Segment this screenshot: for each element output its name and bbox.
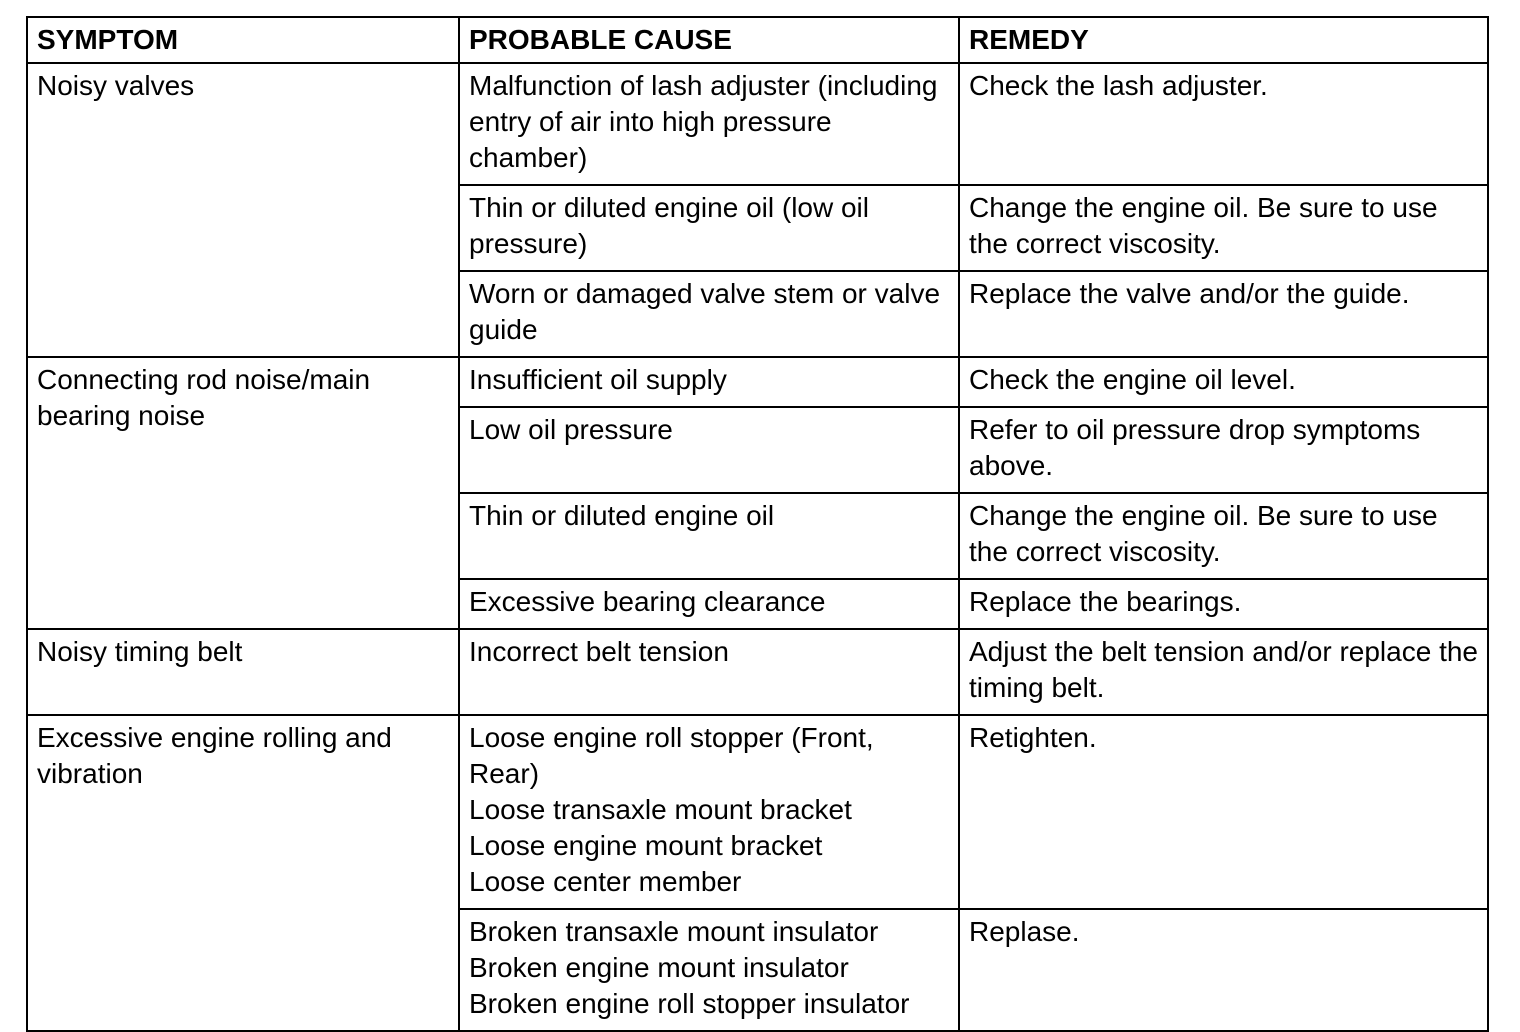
remedy-header: REMEDY <box>959 17 1488 63</box>
cause-line: Loose engine roll stopper (Front, Rear) <box>469 722 874 789</box>
cause-line: Broken engine mount insulator <box>469 952 849 983</box>
cause-cell <box>459 407 959 493</box>
cause-cell <box>459 715 959 909</box>
symptom-header: SYMPTOM <box>27 17 459 63</box>
remedy-cell: Change the engine oil. Be sure to use the correct viscosity. <box>959 185 1488 271</box>
table-row <box>27 63 1488 185</box>
cause-cell <box>459 271 959 357</box>
cause-line: Excessive bearing clearance <box>469 586 826 617</box>
symptom-cell: Noisy valves <box>27 63 459 357</box>
cause-cell <box>459 357 959 407</box>
remedy-cell: Check the engine oil level. <box>959 357 1488 407</box>
troubleshooting-table <box>26 16 1489 1032</box>
cause-line: Thin or diluted engine oil (low oil pressure) <box>469 192 869 259</box>
cause-line: Broken transaxle mount insulator <box>469 916 879 947</box>
cause-cell <box>459 909 959 1031</box>
cause-cell <box>459 493 959 579</box>
cause-cell <box>459 185 959 271</box>
symptom-cell: Connecting rod noise/main bearing noise <box>27 357 459 629</box>
header-row <box>27 17 1488 63</box>
cause-cell <box>459 579 959 629</box>
probable-cause-header: PROBABLE CAUSE <box>459 17 959 63</box>
cause-line: Loose center member <box>469 866 742 897</box>
table-row <box>27 357 1488 407</box>
cause-line: Loose transaxle mount bracket <box>469 794 852 825</box>
cause-line: Broken engine roll stopper insulator <box>469 988 910 1019</box>
remedy-cell: Check the lash adjuster. <box>959 63 1488 185</box>
cause-cell <box>459 63 959 185</box>
table-row <box>27 629 1488 715</box>
remedy-cell: Replace the bearings. <box>959 579 1488 629</box>
cause-line: Worn or damaged valve stem or valve guide <box>469 278 941 345</box>
remedy-cell: Retighten. <box>959 715 1488 909</box>
table-row <box>27 715 1488 909</box>
remedy-cell: Change the engine oil. Be sure to use the correct viscosity. <box>959 493 1488 579</box>
cause-line: Malfunction of lash adjuster (including entry of air into high pressure chamber) <box>469 70 938 173</box>
cause-line: Loose engine mount bracket <box>469 830 823 861</box>
cause-cell <box>459 629 959 715</box>
cause-line: Insufficient oil supply <box>469 364 727 395</box>
remedy-cell: Replace the valve and/or the guide. <box>959 271 1488 357</box>
cause-line: Incorrect belt tension <box>469 636 729 667</box>
remedy-cell: Adjust the belt tension and/or replace the timing belt. <box>959 629 1488 715</box>
cause-line: Low oil pressure <box>469 414 673 445</box>
remedy-cell: Replase. <box>959 909 1488 1031</box>
symptom-cell: Excessive engine rolling and vibration <box>27 715 459 1031</box>
remedy-cell: Refer to oil pressure drop symptoms above. <box>959 407 1488 493</box>
symptom-cell: Noisy timing belt <box>27 629 459 715</box>
cause-line: Thin or diluted engine oil <box>469 500 775 531</box>
table-body <box>27 63 1488 1031</box>
